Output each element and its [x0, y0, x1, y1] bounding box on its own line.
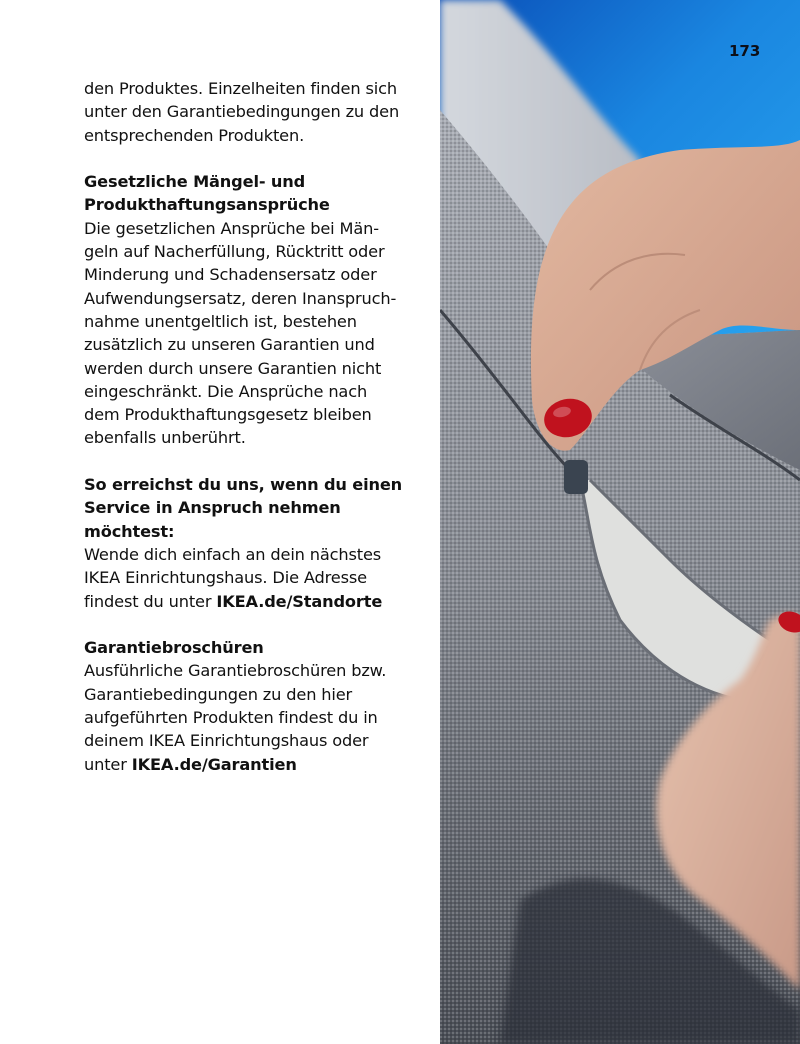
- body-line: dem Produkthaftungsgesetz bleiben: [84, 405, 372, 425]
- body-line: den Produktes. Einzelheiten finden sich: [84, 79, 397, 98]
- brochures-section: [84, 636, 424, 776]
- section-heading: So erreichst du uns, wenn du einen: [84, 475, 403, 495]
- section-heading: Service in Anspruch nehmen: [84, 498, 341, 518]
- page-number: 173: [729, 42, 761, 60]
- body-line: Die gesetzlichen Ansprüche bei Män-: [84, 218, 379, 238]
- photo-illustration: [440, 0, 800, 1044]
- body-line: werden durch unsere Garantien nicht: [84, 358, 382, 378]
- body-text: unter: [84, 754, 132, 774]
- body-line: eingeschränkt. Die Ansprüche nach: [84, 381, 368, 401]
- body-line: deinem IKEA Einrichtungshaus oder: [84, 731, 369, 751]
- body-line: Minderung und Schadensersatz oder: [84, 265, 377, 285]
- body-line: Garantiebedingungen zu den hier: [84, 684, 353, 704]
- legal-claims-section: [84, 170, 424, 450]
- body-line: Aufwendungsersatz, deren Inanspruch-: [84, 288, 397, 308]
- text-column: [84, 77, 424, 799]
- body-line: ebenfalls unberührt.: [84, 428, 246, 448]
- section-heading: möchtest:: [84, 521, 175, 541]
- body-text: findest du unter: [84, 591, 217, 611]
- body-line: nahme unentgeltlich ist, bestehen: [84, 311, 357, 331]
- section-heading: Garantiebroschüren: [84, 638, 264, 658]
- body-line: zusätzlich zu unseren Garantien und: [84, 335, 375, 355]
- section-heading: Gesetzliche Mängel- und: [84, 172, 306, 192]
- photo-hands-zipping-cushion: [440, 0, 800, 1044]
- section-heading: Produkthaftungsansprüche: [84, 195, 330, 215]
- body-line: unter den Garantiebedingungen zu den: [84, 102, 400, 122]
- garantien-link[interactable]: IKEA.de/Garantien: [131, 754, 297, 774]
- body-line: aufgeführten Produkten findest du in: [84, 708, 378, 728]
- body-line: IKEA Einrichtungshaus. Die Adresse: [84, 568, 367, 588]
- body-line: Wende dich einfach an dein nächstes: [84, 544, 382, 564]
- intro-paragraph: [84, 77, 424, 147]
- body-line: Ausführliche Garantiebroschüren bzw.: [84, 661, 387, 681]
- body-line: geln auf Nacherfüllung, Rücktritt oder: [84, 242, 385, 262]
- body-line: [84, 590, 424, 613]
- body-line: entsprechenden Produkten.: [84, 125, 305, 145]
- standorte-link[interactable]: IKEA.de/Standorte: [216, 591, 383, 611]
- body-line: [84, 753, 424, 776]
- contact-section: [84, 473, 424, 613]
